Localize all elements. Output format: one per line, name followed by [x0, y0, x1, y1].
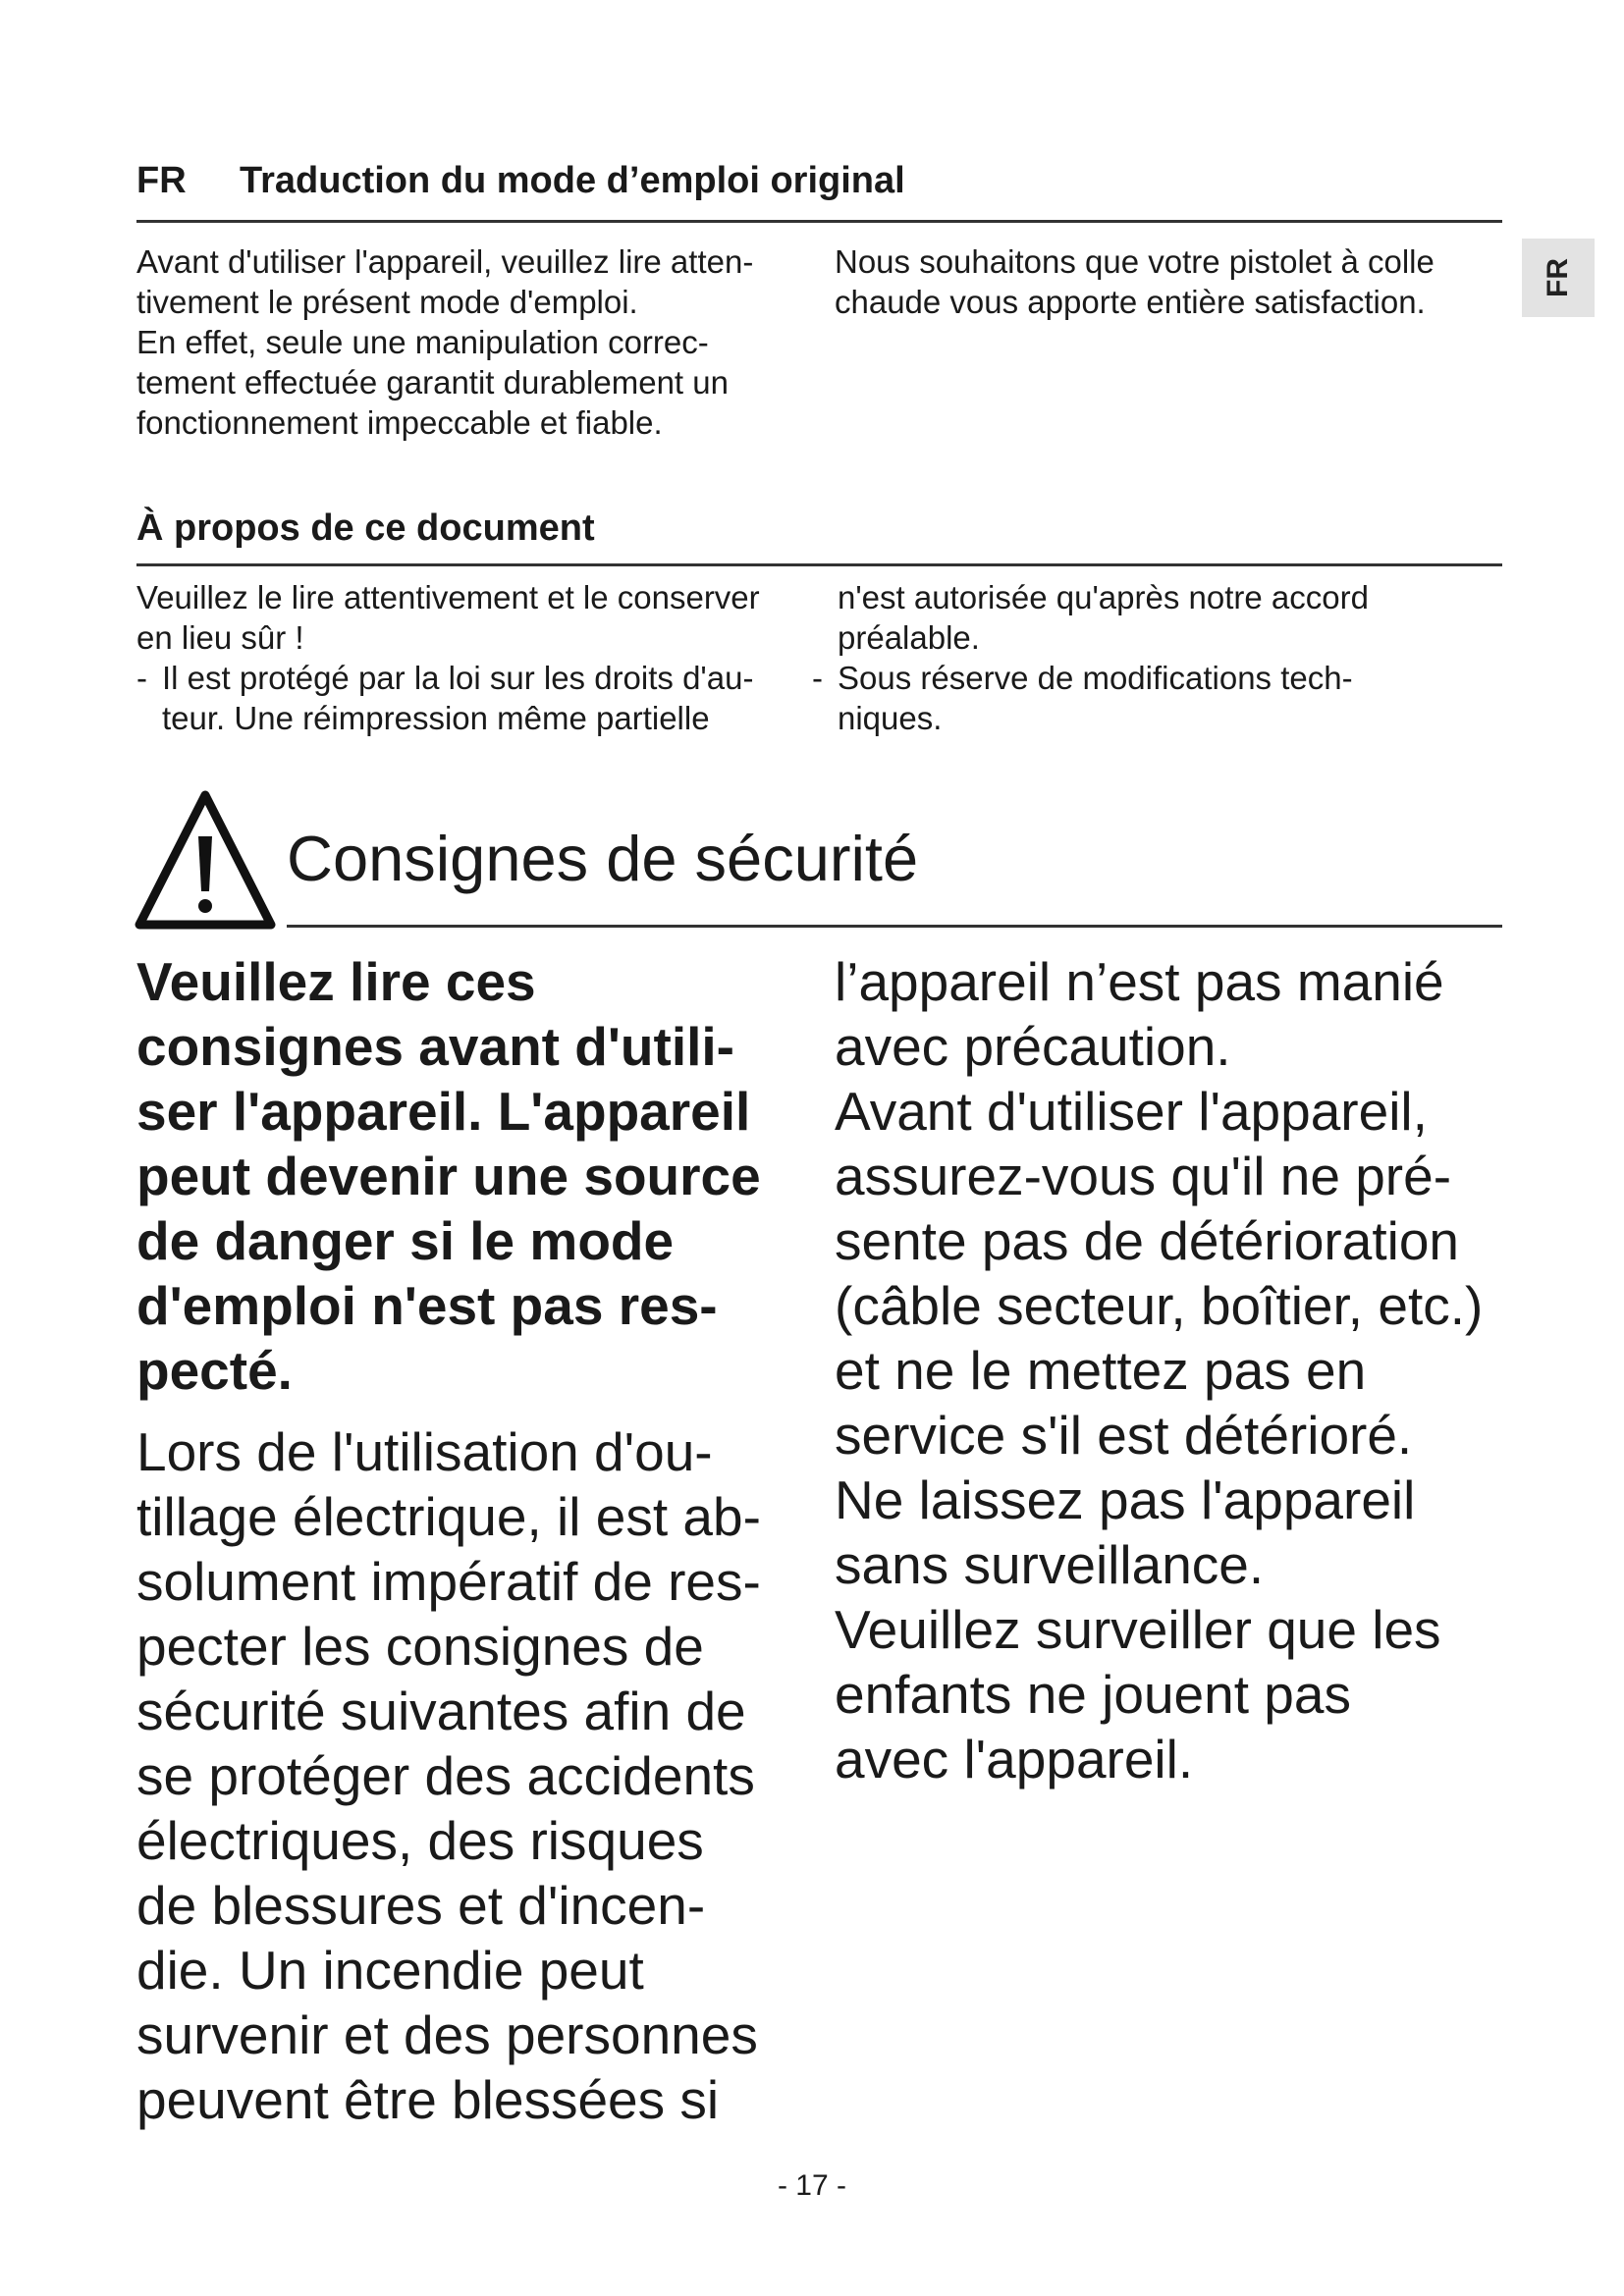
text-line: tillage électrique, il est ab- — [136, 1486, 761, 1547]
text-line: niques. — [838, 700, 943, 736]
text-line: Avant d'utiliser l'appareil, — [835, 1081, 1428, 1142]
text-line: n'est autorisée qu'après notre accord — [838, 579, 1369, 615]
text-line: enfants ne jouent pas — [835, 1664, 1351, 1725]
text-line: pecté. — [136, 1340, 293, 1401]
intro-left-column — [136, 241, 753, 443]
safety-title: Consignes de sécurité — [287, 823, 919, 894]
text-line: Nous souhaitons que votre pistolet à colle — [835, 243, 1435, 280]
text-line: sente pas de détérioration — [835, 1210, 1459, 1271]
text-line: de danger si le mode — [136, 1210, 675, 1271]
bullet-dash: - — [812, 660, 823, 696]
text-line: d'emploi n'est pas res- — [136, 1275, 718, 1336]
header-divider — [136, 220, 1502, 223]
safety-body-right — [835, 949, 1483, 1791]
list-item — [136, 658, 760, 698]
safety-warning-bold — [136, 949, 761, 1403]
text-line: survenir et des personnes — [136, 2004, 758, 2065]
text-line: peuvent être blessées si — [136, 2069, 720, 2130]
text-line: sans surveillance. — [835, 1534, 1265, 1595]
text-line: Sous réserve de modifications tech- — [838, 660, 1353, 696]
safety-divider — [287, 925, 1502, 928]
text-line: Ne laissez pas l'appareil — [835, 1469, 1416, 1530]
text-line: (câble secteur, boîtier, etc.) — [835, 1275, 1484, 1336]
about-left-column — [136, 577, 760, 738]
text-line: service s'il est détérioré. — [835, 1405, 1413, 1466]
text-line: sécurité suivantes afin de — [136, 1681, 746, 1741]
language-side-tab-label: FR — [1542, 258, 1574, 297]
text-line: l’appareil n’est pas manié — [835, 951, 1444, 1012]
text-line: Il est protégé par la loi sur les droits d'au- — [162, 660, 754, 696]
text-line: ser l'appareil. L'appareil — [136, 1081, 751, 1142]
text-line: die. Un incendie peut — [136, 1940, 644, 2001]
warning-triangle-icon — [134, 789, 277, 931]
list-item — [812, 658, 1369, 698]
about-heading: À propos de ce document — [136, 507, 595, 549]
language-side-tab — [1522, 239, 1595, 317]
text-line: tement effectuée garantit durablement un — [136, 364, 729, 400]
bullet-dash: - — [136, 660, 147, 696]
text-line: solument impératif de res- — [136, 1551, 761, 1612]
text-line: avec précaution. — [835, 1016, 1231, 1077]
text-line: Veuillez le lire attentivement et le conserver — [136, 579, 760, 615]
text-line: tivement le présent mode d'emploi. — [136, 284, 638, 320]
text-line: préalable. — [838, 619, 980, 656]
text-line: en lieu sûr ! — [136, 619, 304, 656]
text-line: Veuillez lire ces — [136, 951, 536, 1012]
text-line: pecter les consignes de — [136, 1616, 704, 1677]
text-line: fonctionnement impeccable et fiable. — [136, 404, 663, 441]
page-number: - 17 - — [777, 2169, 847, 2202]
text-line: assurez-vous qu'il ne pré- — [835, 1146, 1452, 1206]
intro-right-column — [835, 241, 1435, 322]
text-line: consignes avant d'utili- — [136, 1016, 735, 1077]
text-line: teur. Une réimpression même partielle — [162, 700, 710, 736]
text-line: En effet, seule une manipulation correc- — [136, 324, 709, 360]
text-line: chaude vous apporte entière satisfaction. — [835, 284, 1426, 320]
text-line: Veuillez surveiller que les — [835, 1599, 1441, 1660]
section-language-code: FR — [136, 160, 187, 201]
text-line: Avant d'utiliser l'appareil, veuillez lire atten- — [136, 243, 754, 280]
text-line: avec l'appareil. — [835, 1729, 1194, 1789]
text-line: peut devenir une source — [136, 1146, 761, 1206]
text-line: et ne le mettez pas en — [835, 1340, 1367, 1401]
text-line: se protéger des accidents — [136, 1745, 755, 1806]
text-line: de blessures et d'incen- — [136, 1875, 706, 1936]
about-divider — [136, 563, 1502, 566]
text-line: électriques, des risques — [136, 1810, 704, 1871]
page-title: Traduction du mode d’emploi original — [240, 160, 905, 201]
text-line: Lors de l'utilisation d'ou- — [136, 1421, 713, 1482]
safety-body-left — [136, 1419, 761, 2132]
about-right-column — [812, 577, 1369, 738]
